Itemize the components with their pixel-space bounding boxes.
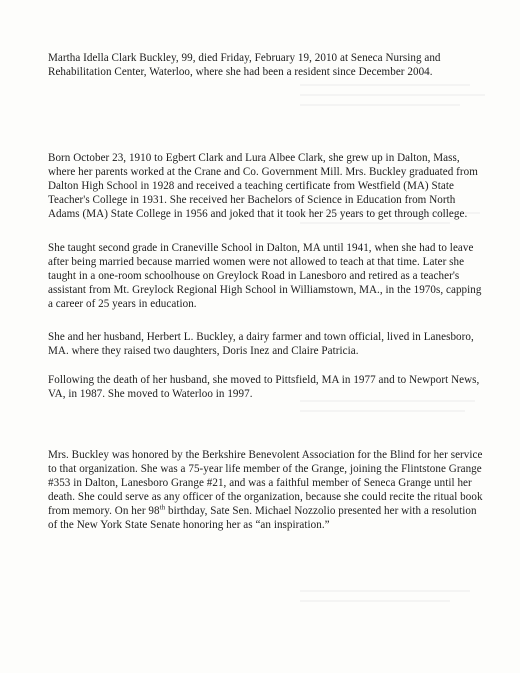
bleed-through-mark xyxy=(300,222,450,224)
paragraph-honors xyxy=(48,448,488,532)
paragraph-family: She and her husband, Herbert L. Buckley, a dairy farmer and town official, lived in Lanesboro, MA. where they raised two daughters, Doris Inez and Claire Patricia. xyxy=(48,331,474,357)
paragraph-teaching-career: She taught second grade in Craneville School in Dalton, MA until 1941, when she had to leave after being married because married women were not allowed to teach at that time. Later she taught in a one-room schoolhouse on Greylock Road in Lanesboro and retired as a teacher's assistant from Mt. Greylock Regional High School in Williamstown, MA., in the 1970s, capping a career of 25 years in education. xyxy=(48,242,482,310)
bleed-through-mark xyxy=(300,84,470,86)
bleed-through-mark xyxy=(300,94,485,96)
paragraph-death-notice: Martha Idella Clark Buckley, 99, died Friday, February 19, 2010 at Seneca Nursing and Rehabilitation Center, Waterloo, where she had been a resident since December 2004. xyxy=(48,52,441,78)
honors-text-end: birthday, Sate Sen. Michael Nozzolio presented her with a resolution of the New York State Senate honoring her as “an inspiration.” xyxy=(48,505,477,531)
bleed-through-mark xyxy=(300,104,460,106)
ordinal-suffix: th xyxy=(159,503,166,512)
bleed-through-mark xyxy=(300,600,450,602)
bleed-through-mark xyxy=(300,590,470,592)
bleed-through-mark xyxy=(300,410,465,412)
paragraph-early-life: Born October 23, 1910 to Egbert Clark and Lura Albee Clark, she grew up in Dalton, Mass, where her parents worked at the Crane and Co. Government Mill. Mrs. Buckley graduated from Dalton High School in 1928 and received a teaching certificate from Westfield (MA) State Teacher's College in 1931. She received her Bachelors of Science in Education from North Adams (MA) State College in 1956 and joked that it took her 25 years to get through college. xyxy=(48,152,478,220)
paragraph-later-years: Following the death of her husband, she moved to Pittsfield, MA in 1977 and to Newport News, VA, in 1987. She moved to Waterloo in 1997. xyxy=(48,374,480,400)
honors-text-start: Mrs. Buckley was honored by the Berkshire Benevolent Association for the Blind for her service to that organization. She was a 75-year life member of the Grange, joining the Flintstone Grange #353 in Dalton, Lanesboro Grange #21, and was a faithful member of Seneca Grange until her death. She could serve as any officer of the organization, because she could recite the ritual book from memory. On her 98 xyxy=(48,449,483,517)
